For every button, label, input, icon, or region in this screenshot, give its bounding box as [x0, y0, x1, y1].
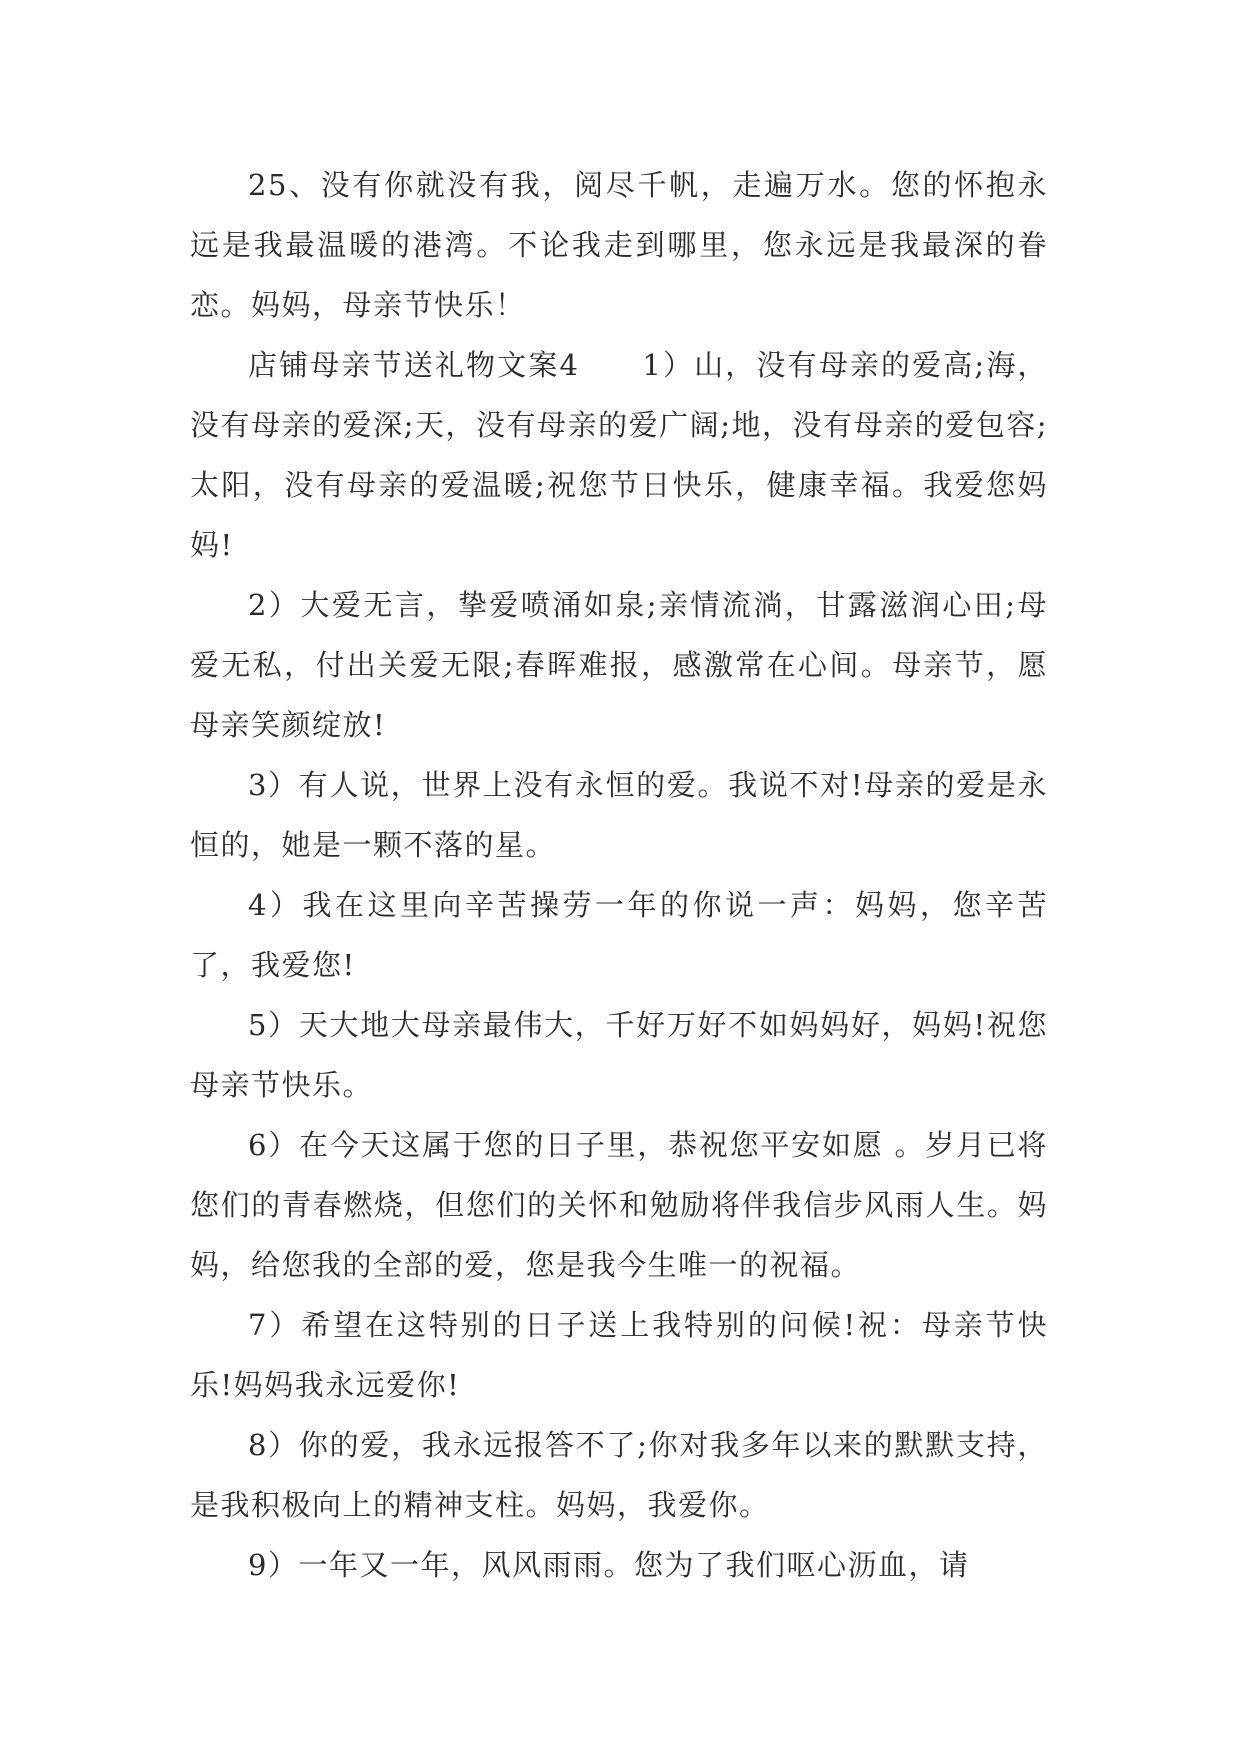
paragraph-item-8: 8）你的爱，我永远报答不了;你对我多年以来的默默支持，是我积极向上的精神支柱。妈妈，我爱你。: [190, 1428, 1048, 1522]
paragraph-item-9: 9）一年又一年，风风雨雨。您为了我们呕心沥血，请: [248, 1548, 970, 1582]
paragraph-item-6: 6）在今天这属于您的日子里，恭祝您平安如愿 。岁月已将您们的青春燃烧，但您们的关怀和勉励将伴我信步风雨人生。妈妈，给您我的全部的爱，您是我今生唯一的祝福。: [190, 1128, 1048, 1282]
paragraph-item-2: 2）大爱无言，挚爱喷涌如泉;亲情流淌，甘露滋润心田;母爱无私，付出关爱无限;春晖难报，感激常在心间。母亲节，愿母亲笑颜绽放!: [190, 588, 1048, 742]
document-body: [190, 155, 1048, 1595]
paragraph-item-7: 7）希望在这特别的日子送上我特别的问候!祝：母亲节快乐!妈妈我永远爱你!: [190, 1308, 1048, 1402]
paragraph-item-3: 3）有人说，世界上没有永恒的爱。我说不对!母亲的爱是永恒的，她是一颗不落的星。: [190, 768, 1048, 862]
paragraph-25: 25、没有你就没有我，阅尽千帆，走遍万水。您的怀抱永远是我最温暖的港湾。不论我走到哪里，您永远是我最深的眷恋。妈妈，母亲节快乐！: [190, 168, 1048, 322]
paragraph-item-5: 5）天大地大母亲最伟大，千好万好不如妈妈好，妈妈!祝您母亲节快乐。: [190, 1008, 1048, 1102]
paragraph-section-title-and-item-1: 店铺母亲节送礼物文案4 1）山，没有母亲的爱高;海，没有母亲的爱深;天，没有母亲的爱广阔;地，没有母亲的爱包容;太阳，没有母亲的爱温暖;祝您节日快乐，健康幸福。我爱您妈妈!: [190, 348, 1048, 562]
paragraph-item-4: 4）我在这里向辛苦操劳一年的你说一声：妈妈，您辛苦了，我爱您!: [190, 888, 1048, 982]
